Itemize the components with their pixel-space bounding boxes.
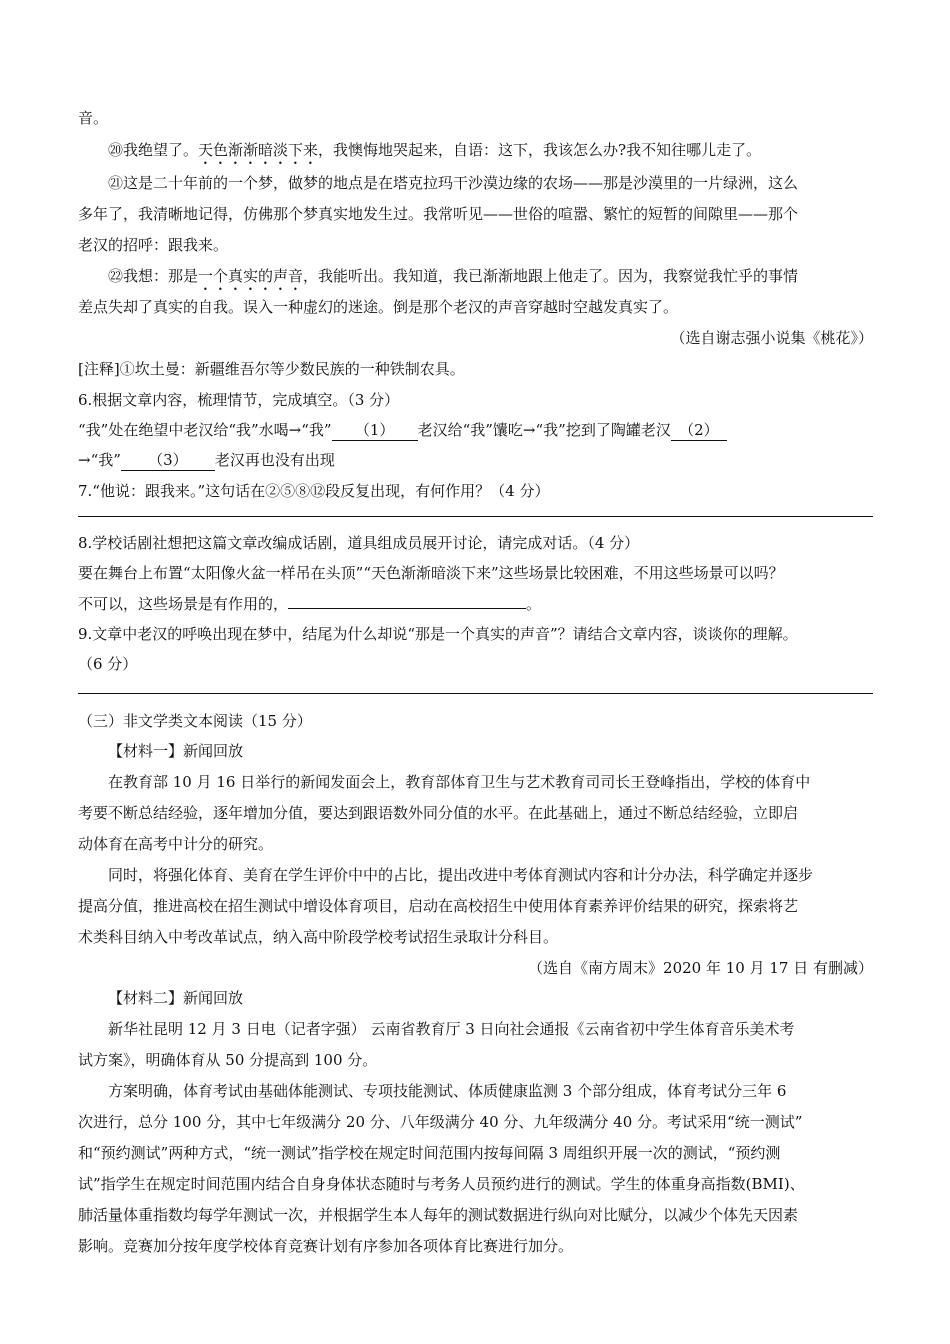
material-2-para-line: 试方案》，明确体育从 50 分提高到 100 分。 xyxy=(78,1051,378,1069)
question-9-stem: 9.文章中老汉的呼唤出现在梦中，结尾为什么却说“那是一个真实的声音”？请结合文章内容，谈谈你的理解。 xyxy=(78,625,798,643)
material-1-para-line: 同时，将强化体育、美育在学生评价中中的占比，提出改进中考体育测试内容和计分办法，科学确定并逐步 xyxy=(108,866,814,884)
question-8-dialog: 不可以，这些场景是有作用的， 。 xyxy=(78,595,542,613)
material-1-para-line: 考要不断总结经验，逐年增加分值，要达到跟语数外同分值的水平。在此基础上，通过不断总结经验，立即启 xyxy=(78,804,799,822)
annotation-note: [注释]①坎土曼：新疆维吾尔等少数民族的一种铁制农具。 xyxy=(78,360,465,378)
question-8-context: 要在舞台上布置“太阳像火盆一样吊在头顶”“天色渐渐暗淡下来”这些场景比较困难，不用这些场景可以吗？ xyxy=(78,564,784,582)
answer-line-q7[interactable] xyxy=(78,516,873,517)
material-2-heading: 【材料二】新闻回放 xyxy=(108,989,244,1007)
material-2-para-line: 肺活量体重指数均每学年测试一次，并根据学生本人每年的测试数据进行纵向对比赋分，以减少个体先天因素 xyxy=(78,1206,799,1224)
material-2-para-line: 和“预约测试”两种方式，“统一测试”指学校在规定时间范围内按每间隔 3 周组织开展一次的测试，“预约测 xyxy=(78,1144,781,1162)
paragraph-21-line: ㉑这是二十年前的一个梦，做梦的地点是在塔克拉玛干沙漠边缘的农场——那是沙漠里的一片绿洲，这么 xyxy=(108,174,799,192)
question-6-flow: “我”处在绝望中老汉给“我”水喝→“我” （1） 老汉给“我”馕吃→“我”挖到了陶罐老汉 （2） xyxy=(78,420,873,441)
answer-blank-q8[interactable] xyxy=(288,593,526,609)
paragraph-22-line: 差点失却了真实的自我。误入一种虚幻的迷途。倒是那个老汉的声音穿越时空越发真实了。 xyxy=(78,298,679,316)
material-2-para-line: 影响。竞赛加分按年度学校体育竞赛计划有序参加各项体育比赛进行加分。 xyxy=(78,1237,574,1255)
emphasis-dotted-text: 天色渐渐暗淡下来 xyxy=(198,141,319,159)
material-1-source: （选自《南方周末》2020 年 10 月 17 日 有删减） xyxy=(528,959,873,977)
question-6-flow-cont: →“我” （3） 老汉再也没有出现 xyxy=(78,451,335,469)
answer-line-q9[interactable] xyxy=(78,693,873,694)
material-1-para-line: 在教育部 10 月 16 日举行的新闻发面会上，教育部体育卫生与艺术教育司司长王登峰指出，学校的体育中 xyxy=(108,773,811,791)
answer-blank-3[interactable]: （3） xyxy=(121,450,215,471)
answer-blank-1[interactable]: （1） xyxy=(332,420,418,441)
material-1-para-line: 动体育在高考中计分的研究。 xyxy=(78,835,274,853)
material-2-para-line: 试”指学生在规定时间范围内结合自身身体状态随时与考务人员预约进行的测试。学生的体重身高指数(BMI)、 xyxy=(78,1175,805,1193)
material-1-para-line: 提高分值，推进高校在招生测试中增设体育项目，启动在高校招生中使用体育素养评价结果的研究，探索将艺 xyxy=(78,897,799,915)
question-8-stem: 8.学校话剧社想把这篇文章改编成话剧，道具组成员展开讨论，请完成对话。（4 分） xyxy=(78,534,640,552)
paragraph-20: ⑳我绝望了。天色渐渐暗淡下来，我懊悔地哭起来，自语：这下，我该怎么办?我不知往哪儿走了。 xyxy=(108,141,762,159)
material-2-para-line: 次进行，总分 100 分，其中七年级满分 20 分、八年级满分 40 分、九年级满分 40 分。考试采用“统一测试” xyxy=(78,1113,803,1131)
emphasis-dotted-text: 一个真实的声音 xyxy=(198,267,304,285)
material-1-para-line: 术类科目纳入中考改革试点，纳入高中阶段学校考试招生录取计分科目。 xyxy=(78,928,559,946)
question-9-score: （6 分） xyxy=(78,655,138,673)
material-2-para-line: 方案明确，体育考试由基础体能测试、专项技能测试、体质健康监测 3 个部分组成，体育考试分三年 6 xyxy=(108,1082,787,1100)
paragraph-19-tail: 音。 xyxy=(78,109,109,127)
question-6-stem: 6.根据文章内容，梳理情节，完成填空。（3 分） xyxy=(78,391,400,409)
paragraph-21-line: 多年了，我清晰地记得，仿佛那个梦真实地发生过。我常听见——世俗的喧嚣、繁忙的短暂的间隙里——那个 xyxy=(78,205,799,223)
answer-blank-2[interactable]: （2） xyxy=(671,420,727,441)
material-2-para-line: 新华社昆明 12 月 3 日电（记者字强） 云南省教育厅 3 日向社会通报《云南省初中学生体育音乐美术考 xyxy=(108,1020,795,1038)
story-source: （选自谢志强小说集《桃花》） xyxy=(670,329,873,347)
question-7-stem: 7.“他说：跟我来。”这句话在②⑤⑧⑫段反复出现，有何作用？（4 分） xyxy=(78,482,550,500)
paragraph-22: ㉒我想：那是一个真实的声音，我能听出。我知道，我已渐渐地跟上他走了。因为，我察觉我忙乎的事情 xyxy=(108,267,799,285)
material-1-heading: 【材料一】新闻回放 xyxy=(108,742,244,760)
paragraph-21-line: 老汉的招呼：跟我来。 xyxy=(78,236,229,254)
section-3-title: （三）非文学类文本阅读（15 分） xyxy=(78,712,312,730)
